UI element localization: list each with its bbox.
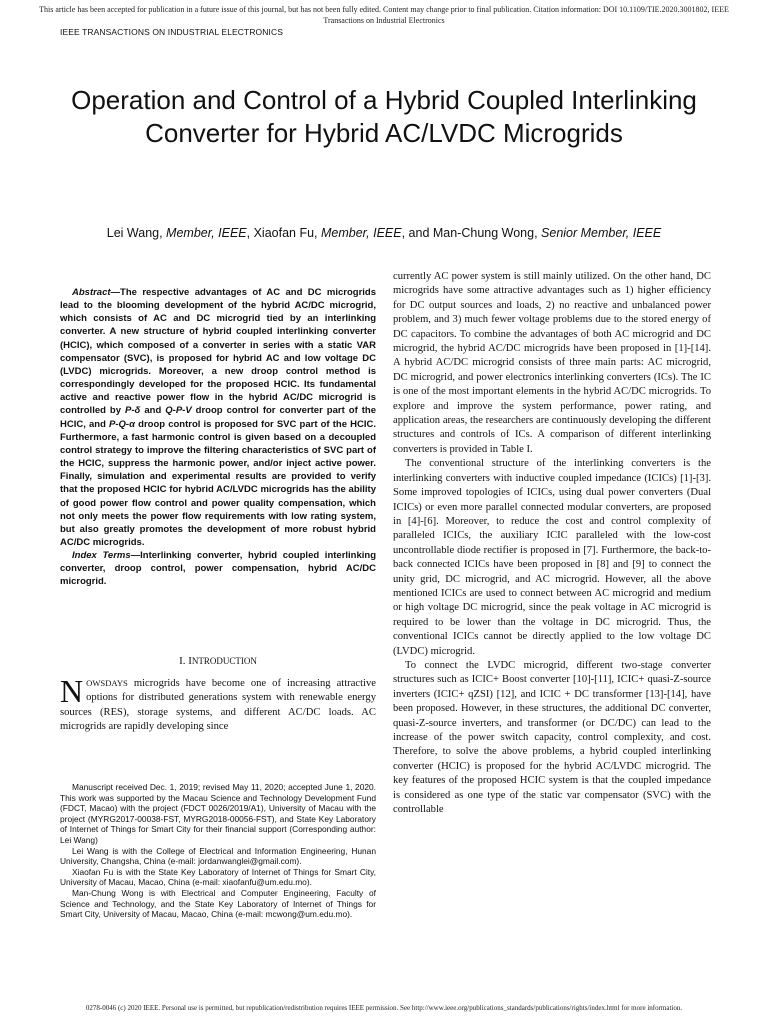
right-paragraph-3: To connect the LVDC microgrid, different two-stage converter structures such as ICIC+ Boost converter [10]-[11], ICIC+ quasi-Z-source inverters (ICIC+ qZSI) [12], and ICIC + DC transformer [13]-[14], have been proposed. However, in these structures, the additional DC converter, quasi-Z-source inverters, and transformer (or DC/DC) can lead to the increase of the power switch capacity, control complexity, and cost. Therefore, to solve the above problems, a hybrid coupled interlinking converter (HCIC) is proposed for the hybrid AC/LVDC microgrid. The key features of the proposed HCIC system is that the coupled impedance is considered as one type of the static var compensator (SVC) with the controllable [393,659,711,816]
author-3-role: Senior Member, IEEE [541,226,662,240]
right-paragraph-2: The conventional structure of the interlinking converters is the interlinking converters with inductive coupled impedance (ICICs) [1]-[3]. Some improved topologies of ICICs, using dual power converters (Dual ICICs) or even more parallel connected modular converters, are proposed in [4]-[6]. Moreover, to reduce the cost and control complexity of paralleled ICICs, the auxiliary ICIC paralleled with the low-cost uncontrollable diode rectifier is proposed in [7]. Furthermore, the back-to-back connected ICICs have been proposed in [8] and [9] to connect the unity grid, DC microgrid, and AC microgrid. However, all the above mentioned ICICs are used to connect between AC microgrid and medium or high voltage DC microgrid, since the peak voltage in AC microgrid is required to be lower than the voltage in DC microgrid. Thus, the conventional ICICs cannot be directly applied to the low voltage DC (LVDC) microgrid. [393,458,711,657]
paper-title: Operation and Control of a Hybrid Coupled Interlinking Converter for Hybrid AC/LVDC Microgrids [71,85,697,148]
abstract-text-4: droop control is proposed for SVC part of the HCIC. Furthermore, a fast harmonic control is given based on a decoupled control strategy to improve the filtering characteristics of SVC part of the HCIC, suppress the harmonic power, and/or inject active power. Finally, simulation and experimental results are provided to verify that the proposed HCIC for hybrid AC/LVDC microgrids has the ability of good power flow control and power quality compensation, which not only meets the power flow requirements with low rating system, but also greatly promotes the development of more robust hybrid AC/DC microgrids. [60,418,376,548]
abstract-label: Abstract [72,287,111,298]
index-terms-text: Interlinking converter, hybrid coupled interlinking converter, droop control, power compensation, hybrid AC/DC microgrid. [60,550,377,588]
intro-smallcaps: OWSDAYS [86,678,128,688]
author-list [80,226,688,241]
abstract-text-1: The respective advantages of AC and DC microgrids lead to the blooming development of the hybrid AC/DC microgrid, which consists of AC and DC microgrid tied by an interlinking converter. A new structure of hybrid coupled interlinking converter (HCIC), which composed of a converter in series with a static VAR compensator (SVC), is proposed for hybrid AC and low voltage DC (LVDC) microgrids. Moreover, a new droop control method is correspondingly developed for the proposed HCIC. Its fundamental active and reactive power flow in the hybrid AC/DC microgrid is controlled by [60,287,376,417]
footnote-author-2: Xiaofan Fu is with the State Key Laboratory of Internet of Things for Smart City, University of Macau, Macao, China (e-mail: xiaofanfu@um.edu.mo). [60,866,376,888]
intro-text: microgrids have become one of increasing attractive options for distributed generations system with renewable energy sources (RES), storage systems, and different AC/DC loads. AC microgrids are rapidly developing since [60,678,376,733]
author-2: , Xiaofan Fu, [246,226,321,240]
section-title-rest: NTRODUCTION [191,656,257,666]
accepted-article-banner: This article has been accepted for publication in a future issue of this journal, but has not been fully edited. Content may change prior to final publication. Citation information: DOI 10.1109/TIE.2020.3001802, IEEE Transactions on Industrial Electronics [39,5,729,25]
author-1-role: Member, IEEE [166,226,247,240]
right-column [393,270,711,817]
footnote-manuscript: Manuscript received Dec. 1, 2019; revised May 11, 2020; accepted June 1, 2020. This work was supported by the Macau Science and Technology Development Fund (FDCT, Macao) with the project (FDCT 0026/2019/A1), University of Macau with the project (MYRG2017-00038-FST, MYRG2018-00056-FST), and State Key Laboratory of Internet of Things for Smart City for their financial support (Corresponding author: Lei Wang) [60,782,376,845]
footnotes [60,782,376,920]
section-heading-introduction [60,655,376,667]
right-paragraph-1: currently AC power system is still mainly utilized. On the other hand, DC microgrids have some attractive advantages such as 1) higher efficiency for DC output sources and loads, 2) no reactive and unbalanced power problem, and 3) much fewer voltage problems due to the stored energy of DC capacitors. To combine the advantages of both AC microgrid and DC microgrid, the hybrid AC/DC microgrids have been proposed in [1]-[14]. A hybrid AC/DC microgrid consists of three main parts: AC microgrid, DC microgrid, and power electronics interlinking converters (ICs). The IC is one of the most important elements in the hybrid AC/DC microgrids. To explore and improve the system performance, power rating, and application areas, the researchers are continuously developing the different structures and controls of ICs. A comparison of different interlinking converters is provided in Table I. [393,271,711,455]
index-terms [60,549,376,588]
p-delta-term: P-δ [125,405,141,417]
journal-name: IEEE TRANSACTIONS ON INDUSTRIAL ELECTRONICS [60,27,283,37]
copyright-footer: 0278-0046 (c) 2020 IEEE. Personal use is permitted, but republication/redistribution requires IEEE permission. See http://www.ieee.org/publications_standards/publications/rights/index.html for more information. [85,1004,683,1012]
author-1: Lei Wang, [106,226,167,240]
author-3: , and Man-Chung Wong, [401,226,542,240]
abstract-dash: — [110,287,121,298]
introduction-paragraph [60,673,376,735]
abstract-text-2: and [140,405,166,417]
section-number: I. [179,655,189,667]
index-terms-label: Index Terms [72,550,131,562]
abstract [60,286,376,589]
footnote-author-1: Lei Wang is with the College of Electrical and Information Engineering, Hunan University, Changsha, China (e-mail: jordanwanglei@gmail.com). [60,845,376,867]
section-initial: I [188,655,192,667]
abstract-text-3: droop control for converter part of the HCIC, and [60,405,376,430]
author-2-role: Member, IEEE [321,226,402,240]
index-terms-dash: — [130,550,141,562]
drop-cap: N [60,673,84,709]
p-q-alpha-term: P-Q-α [109,418,135,430]
footnote-author-3: Man-Chung Wong is with Electrical and Computer Engineering, Faculty of Science and Technology, and the State Key Laboratory of Internet of Things for Smart City, University of Macau, Macao, China (e-mail: mcwong@um.edu.mo). [60,887,376,920]
abstract-paragraph [60,286,376,549]
q-p-v-term: Q-P-V [165,405,192,417]
